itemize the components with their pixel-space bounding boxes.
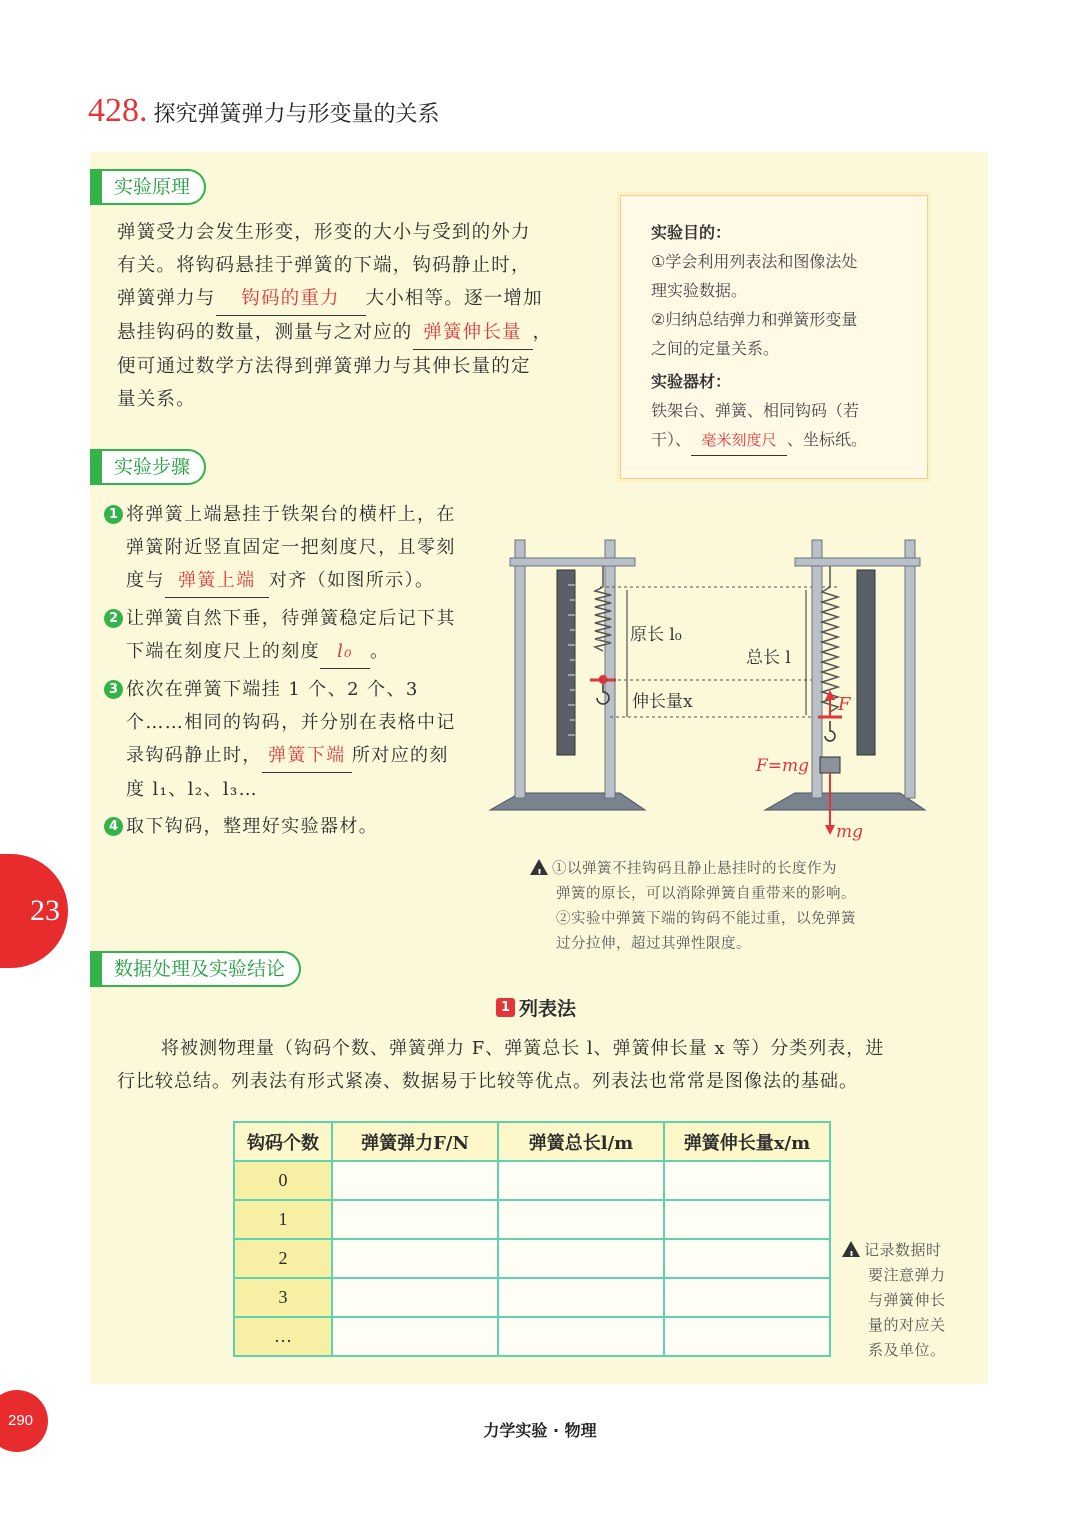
section-number: 428 (88, 92, 139, 129)
right-crossbar (795, 558, 920, 566)
purpose-item-1a: ①学会利用列表法和图像法处 (651, 252, 858, 271)
table-cell[interactable] (332, 1317, 498, 1356)
table-header: 弹簧弹力F/N (332, 1122, 498, 1161)
table-cell[interactable] (664, 1278, 830, 1317)
table-row (234, 1239, 830, 1278)
materials-line-2a: 干）、 (651, 430, 692, 449)
total-length-label: 总长 l (746, 648, 791, 668)
figure-note-line-4: 过分拉伸，超过其弹性限度。 (556, 936, 751, 952)
weight-arrow-head (825, 825, 835, 835)
table-note-line-1 (842, 1238, 972, 1263)
table-note-text-1: 记录数据时 (864, 1241, 942, 1259)
steps-list (104, 498, 456, 847)
table-cell: 1 (234, 1200, 332, 1239)
table-note-line-2: 要注意弹力 (868, 1266, 946, 1284)
method-line-1: 将被测物理量（钩码个数、弹簧弹力 F、弹簧总长 l、弹簧伸长量 x 等）分类列表，进 (161, 1038, 885, 1059)
principle-line-4a: 悬挂钩码的数量，测量与之对应的 (117, 322, 413, 343)
step-text: 取下钩码，整理好实验器材。 (126, 816, 379, 837)
table-row (234, 1200, 830, 1239)
figure-note-line-2: 弹簧的原长，可以消除弹簧自重带来的影响。 (556, 886, 856, 902)
left-crossbar (510, 558, 635, 566)
principle-text (117, 216, 587, 416)
spring-apparatus-figure (480, 525, 960, 850)
extension-label: 伸长量x (632, 692, 693, 712)
purpose-item-2a: ②归纳总结弹力和弹簧形变量 (651, 310, 858, 329)
principle-line-3a: 弹簧弹力与 (117, 288, 216, 309)
table-cell[interactable] (664, 1200, 830, 1239)
step-3 (104, 673, 456, 806)
section-title-text: 探究弹簧弹力与形变量的关系 (153, 102, 440, 127)
hook-weight (820, 757, 840, 773)
principle-line-1: 弹簧受力会发生形变，形变的大小与受到的外力 (117, 222, 531, 243)
principle-line-4 (117, 316, 587, 350)
table-cell[interactable] (332, 1278, 498, 1317)
step-text-end: 所对应的刻度 l₁、l₂、l₃… (126, 745, 449, 800)
method-text (117, 1032, 977, 1098)
left-ruler (557, 570, 575, 755)
principle-line-4b: ， (532, 322, 553, 343)
table-cell[interactable] (664, 1317, 830, 1356)
principle-line-3b: 大小相等。逐一增加 (365, 288, 543, 309)
tag-principle-label: 实验原理 (114, 176, 191, 198)
table-cell[interactable] (332, 1239, 498, 1278)
materials-line-1: 铁架台、弹簧、相同钩码（若 (651, 401, 860, 420)
tag-bar (90, 171, 102, 203)
materials-line-2 (651, 425, 917, 456)
left-post-2 (605, 540, 615, 798)
step-blank: 弹簧下端 (262, 739, 352, 773)
left-base (490, 793, 645, 810)
right-ruler (857, 570, 875, 755)
step-text: 依次在弹簧下端挂 1 个、2 个、3 个……相同的钩码，并分别在表格中记录钩码静止时， (126, 679, 456, 766)
step-text-end: 对齐（如图所示）。 (268, 570, 435, 591)
method-line-2: 行比较总结。列表法有形式紧凑、数据易于比较等优点。列表法也常常是图像法的基础。 (117, 1071, 858, 1092)
force-label: F (838, 694, 851, 715)
method-heading (496, 994, 576, 1021)
table-cell[interactable] (498, 1239, 664, 1278)
table-row (234, 1317, 830, 1356)
section-number-dot: . (139, 92, 148, 129)
principle-blank-2: 弹簧伸长量 (413, 316, 533, 350)
right-base (765, 793, 925, 810)
tag-data-label: 数据处理及实验结论 (114, 958, 286, 980)
figure-note (530, 857, 930, 957)
table-note-line-5: 系及单位。 (868, 1341, 946, 1359)
table-note (842, 1238, 972, 1363)
table-cell: 0 (234, 1161, 332, 1200)
table-header: 弹簧总长l/m (498, 1122, 664, 1161)
table-cell[interactable] (332, 1161, 498, 1200)
data-table (233, 1121, 831, 1357)
step-number: 2 (104, 609, 123, 628)
step-blank: l₀ (320, 635, 370, 669)
purpose-item-2b: 之间的定量关系。 (651, 339, 780, 358)
table-cell[interactable] (664, 1161, 830, 1200)
materials-heading: 实验器材： (651, 372, 732, 391)
chapter-number: 23 (30, 894, 60, 927)
table-cell: 3 (234, 1278, 332, 1317)
purpose-box (620, 195, 928, 479)
tag-steps-label: 实验步骤 (114, 456, 191, 478)
figure-note-line-3: ②实验中弹簧下端的钩码不能过重，以免弹簧 (556, 911, 856, 927)
table-cell[interactable] (332, 1200, 498, 1239)
chapter-tab (0, 854, 68, 968)
principle-line-3 (117, 282, 587, 316)
step-2 (104, 602, 456, 669)
table-row (234, 1161, 830, 1200)
table-header: 弹簧伸长量x/m (664, 1122, 830, 1161)
right-post-2 (905, 540, 915, 798)
step-text: 将弹簧上端悬挂于铁架台的横杆上，在弹簧附近竖直固定一把刻度尺，且零刻度与 (126, 504, 456, 591)
table-row (234, 1278, 830, 1317)
step-text: 让弹簧自然下垂，待弹簧稳定后记下其下端在刻度尺上的刻度 (126, 608, 456, 662)
weight-label: mg (836, 822, 864, 842)
tag-data (90, 951, 301, 987)
table-note-line-3: 与弹簧伸长 (868, 1291, 946, 1309)
table-cell[interactable] (498, 1200, 664, 1239)
table-note-line-4: 量的对应关 (868, 1316, 946, 1334)
principle-line-2: 有关。将钩码悬挂于弹簧的下端，钩码静止时， (117, 255, 531, 276)
purpose-heading: 实验目的： (651, 223, 732, 242)
method-title: 列表法 (519, 998, 577, 1020)
section-title (88, 92, 440, 132)
figure-note-line-1 (530, 857, 930, 882)
table-cell[interactable] (664, 1239, 830, 1278)
tag-principle (90, 169, 206, 205)
table-header: 钩码个数 (234, 1122, 332, 1161)
tag-bar (90, 953, 102, 985)
step-4 (104, 810, 456, 843)
step-text-end: 。 (370, 641, 390, 662)
materials-line-2b: 、坐标纸。 (787, 430, 868, 449)
tag-steps (90, 449, 206, 485)
step-number: 4 (104, 817, 123, 836)
table-cell[interactable] (498, 1278, 664, 1317)
step-blank: 弹簧上端 (165, 564, 269, 598)
right-hook (825, 721, 835, 741)
step-1 (104, 498, 456, 598)
equation-label: F=mg (756, 756, 810, 776)
left-post-1 (515, 540, 525, 798)
page-number: 290 (0, 1390, 48, 1452)
footer-text: 力学实验 · 物理 (483, 1421, 597, 1440)
principle-line-5: 便可通过数学方法得到弹簧弹力与其伸长量的定 (117, 356, 531, 377)
principle-blank-1: 钩码的重力 (216, 282, 366, 316)
principle-line-6: 量关系。 (117, 389, 196, 410)
table-cell: 2 (234, 1239, 332, 1278)
figure-note-text-1: ①以弹簧不挂钩码且静止悬挂时的长度作为 (552, 861, 837, 877)
tag-bar (90, 451, 102, 483)
table-header-row (234, 1122, 830, 1161)
purpose-item-1b: 理实验数据。 (651, 281, 748, 300)
orig-length-label: 原长 l₀ (630, 625, 682, 645)
materials-blank: 毫米刻度尺 (691, 426, 787, 456)
table-cell: … (234, 1317, 332, 1356)
table-cell[interactable] (498, 1317, 664, 1356)
warning-icon (842, 1241, 860, 1257)
step-number: 3 (104, 680, 123, 699)
method-number: 1 (496, 998, 515, 1017)
step-number: 1 (104, 505, 123, 524)
warning-icon (530, 859, 548, 875)
table-cell[interactable] (498, 1161, 664, 1200)
